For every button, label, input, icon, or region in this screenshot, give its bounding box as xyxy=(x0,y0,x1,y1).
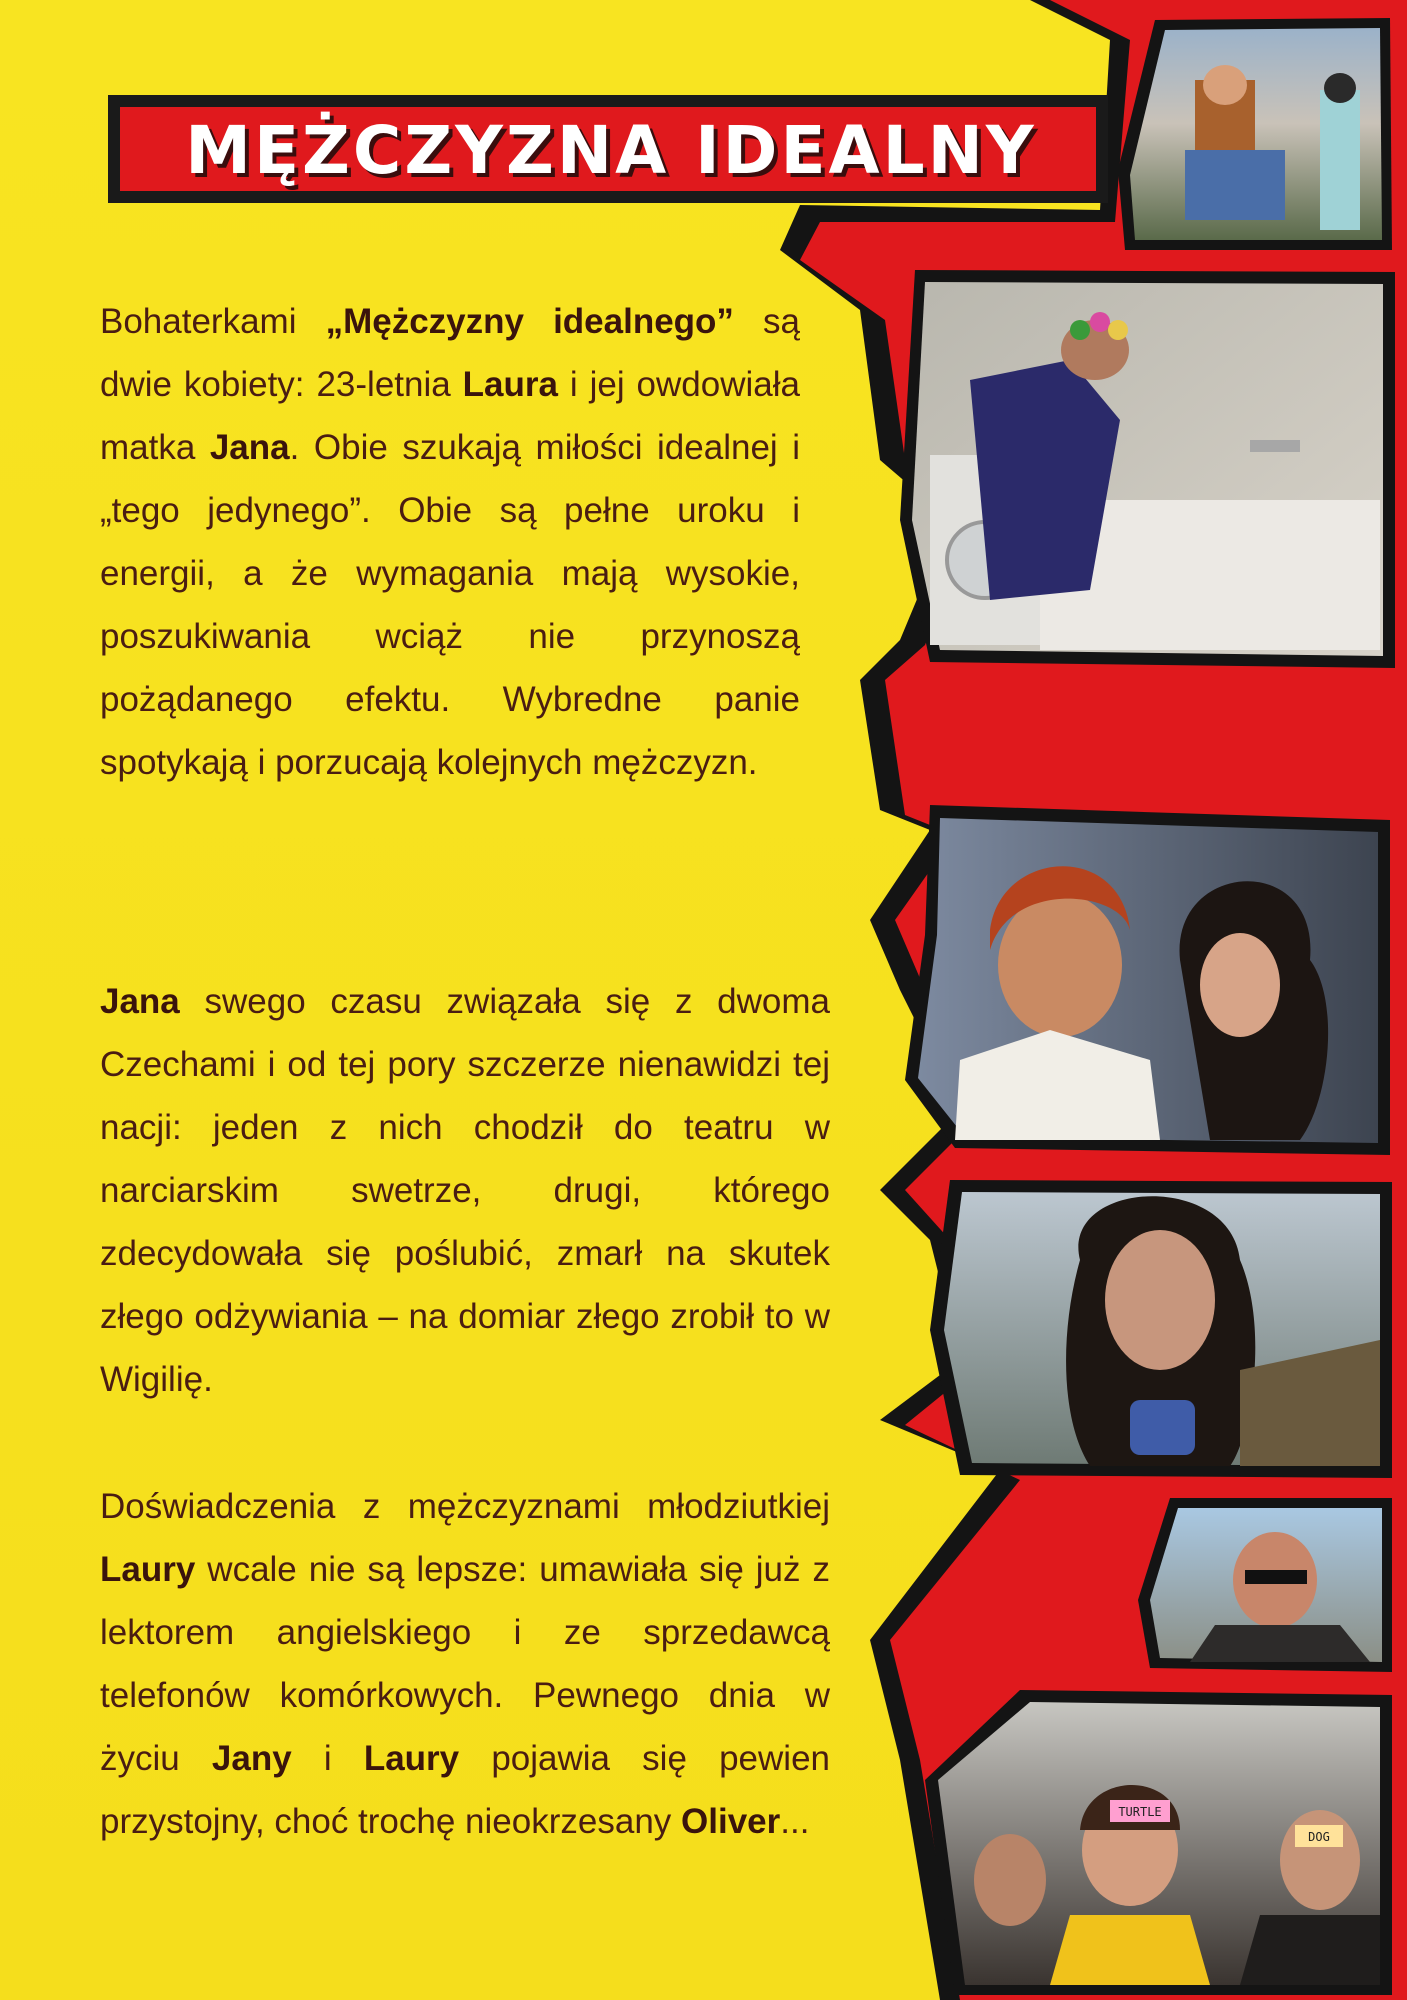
p3-name-laury: Laury xyxy=(100,1550,196,1589)
p3-name-oliver: Oliver xyxy=(681,1802,781,1841)
synopsis-paragraph-1 xyxy=(100,290,800,794)
p1-name-jana: Jana xyxy=(209,428,290,467)
photo-balcony xyxy=(1118,18,1392,250)
photo-man-sunglasses xyxy=(1138,1498,1392,1672)
photo-two-women xyxy=(905,805,1390,1155)
page-title: MĘŻCZYZNA IDEALNY xyxy=(185,112,1037,189)
p1-text-3: . Obie szukają miłości idealnej i „tego jedynego”. Obie są pełne uroku i energii, a że wymagania mają wysokie, poszukiwania wciąż nie przynoszą pożądanego efektu. Wybredne panie spotykają i porzucają kolejnych mężczyzn. xyxy=(100,428,800,782)
photo-bathroom xyxy=(900,270,1395,668)
photo-woman-with-cup xyxy=(930,1180,1392,1478)
p1-name-laura: Laura xyxy=(462,365,558,404)
p3-text-4: pojawia się pewien przystojny, choć trochę nieokrzesany xyxy=(100,1739,831,1841)
p3-name-laury-2: Laury xyxy=(363,1739,460,1778)
p2-name-jana: Jana xyxy=(100,982,180,1021)
p2-text-1: swego czasu związała się z dwoma Czechami i od tej pory szczerze nienawidzi tej nacji: jeden z nich chodził do teatru w narciarskim swetrze, drugi, którego zdecydowała się poślubić, zmarł na skutek złego odżywiania – na domiar złego zrobił to w Wigilię. xyxy=(100,982,830,1399)
p3-text-5: ... xyxy=(780,1802,810,1841)
p1-text-1: są dwie kobiety: 23-letnia xyxy=(100,302,800,404)
p1-text-2: i jej owdowiała matka xyxy=(100,365,800,467)
p3-text-2: wcale nie są lepsze: umawiała się już z lektorem angielskiego i ze sprzedawcą telefonów komórkowych. Pewnego dnia w życiu xyxy=(100,1550,830,1778)
p3-text-1: Doświadczenia z mężczyznami młodziutkiej xyxy=(100,1487,830,1526)
synopsis-paragraph-3 xyxy=(100,1475,830,1853)
p3-name-jany: Jany xyxy=(211,1739,292,1778)
tag-right: DOG xyxy=(1308,1830,1330,1844)
photo-name-tags xyxy=(925,1690,1392,1995)
title-block xyxy=(96,45,1136,225)
p1-lead: Bohaterkami xyxy=(100,302,326,341)
synopsis-paragraph-2 xyxy=(100,970,830,1411)
tag-left: TURTLE xyxy=(1118,1805,1162,1819)
p3-text-3: i xyxy=(291,1739,364,1778)
p1-film-title: „Mężczyzny idealnego” xyxy=(325,302,734,341)
